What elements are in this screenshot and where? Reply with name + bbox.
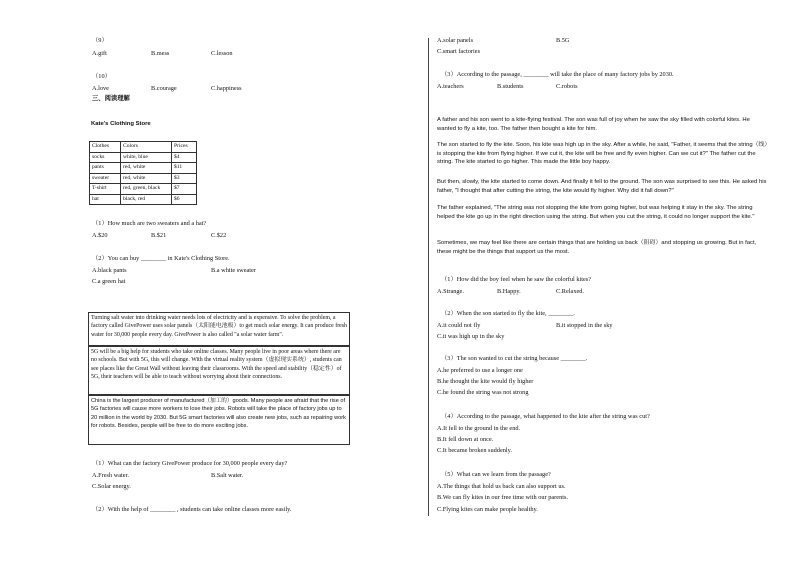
table-cell: $6	[172, 194, 197, 205]
question-b1-option-b[interactable]: B.Salt water.	[211, 472, 244, 479]
table-row	[90, 173, 197, 184]
q10-number: （10）	[92, 73, 111, 80]
question-2-text: （2）You can buy ________ in Kate's Clothing Store.	[92, 255, 230, 262]
question-1-option-a[interactable]: A.$20	[92, 232, 108, 239]
question-3-option-a[interactable]: A.teachers	[437, 83, 464, 90]
kite-question-5-option-b[interactable]: B.We can fly kites in our free time with our parents.	[437, 494, 568, 501]
kite-question-1-option-b[interactable]: B.Happy.	[497, 288, 521, 295]
passage-factories-text: China is the largest producer of manufactured（加工的）goods. Many people are afraid that the rise of 5G factories will cause more workers to lose their jobs. Robots will take the place of factory jobs up to 20 million in the world by 2030. But 5G smart factories will also create new jobs, such as repairing work for robots. Besides, people will be free to do more exciting jobs.	[91, 398, 346, 430]
kite-question-1-option-c[interactable]: C.Relaxed.	[556, 288, 584, 295]
question-1-option-c[interactable]: C.$22	[211, 232, 227, 239]
kite-question-2-option-c[interactable]: C.it was high up in the sky	[437, 333, 505, 340]
question-b1-option-c[interactable]: C.Solar energy.	[92, 483, 131, 490]
table-row	[90, 163, 197, 174]
kite-question-3-option-b[interactable]: B.he thought the kite would fly higher	[437, 378, 534, 385]
price-table	[89, 141, 197, 205]
table-header: Clothes	[90, 142, 121, 153]
q10-option-a[interactable]: A.love	[92, 85, 109, 92]
table-cell: $4	[172, 152, 197, 163]
q9-option-c[interactable]: C.lesson	[211, 50, 233, 57]
question-3-option-b[interactable]: B.students	[497, 83, 524, 90]
table-header-row	[90, 142, 197, 153]
table-cell: pants	[90, 163, 121, 174]
question-2-option-a[interactable]: A.black pants	[92, 267, 127, 274]
q10-option-c[interactable]: C.happiness	[211, 85, 242, 92]
question-2-option-c[interactable]: C.a green hat	[92, 278, 126, 285]
kite-question-1-text: （1）How did the boy feel when he saw the colorful kites?	[441, 276, 592, 283]
table-cell: hat	[90, 194, 121, 205]
question-1-option-b[interactable]: B.$21	[151, 232, 167, 239]
kite-paragraph-3: But then, slowly, the kite started to come down. And finally it fell to the ground. The son was surprised to see this. He asked his father, "I thought that after cutting the string, the kite would fly higher. Why did it fall down?"	[437, 179, 767, 194]
table-header: Colors	[121, 142, 172, 153]
top-option-a[interactable]: A.solar panels	[437, 37, 474, 44]
kite-question-2-text: （2）When the son started to fly the kite, ________.	[441, 310, 575, 317]
kite-question-3-option-a[interactable]: A.he preferred to use a longer one	[437, 367, 523, 374]
kite-question-4-option-a[interactable]: A.It fell to the ground in the end.	[437, 425, 521, 432]
kite-question-4-option-c[interactable]: C.It became broken suddenly.	[437, 447, 512, 454]
question-2-option-b[interactable]: B.a white sweater	[211, 267, 256, 274]
kite-paragraph-1: A father and his son went to a kite-flying festival. The son was full of joy when he saw the sky filled with colorful kites. He wanted to fly a kite, too. The father then bought a kite for him.	[437, 117, 750, 132]
question-1-text: （1）How much are two sweaters and a hat?	[92, 220, 207, 227]
table-cell: black, red	[121, 194, 172, 205]
top-option-c[interactable]: C.smart factories	[437, 48, 481, 55]
passage-box-5g	[88, 346, 350, 395]
table-cell: T-shirt	[90, 184, 121, 195]
top-option-b[interactable]: B.5G	[556, 37, 570, 44]
kite-paragraph-2: The son started to fly the kite. Soon, his kite was high up in the sky. After a while, he said, "Father, it seems that the string（线）is stopping the kite from flying higher. If we cut it, the kite will be free and fly even higher. Can we cut it?" The father cut the string. The kite started to go higher. This made the little boy happy.	[437, 142, 768, 165]
kite-paragraph-4: The father explained, "The string was not stopping the kite from going higher, but was helping it stay in the sky. The string helped the kite go up in the right direction using the string. But when you cut the string, it could no longer support the kite."	[437, 205, 755, 220]
passage-box-solar	[88, 312, 350, 346]
kite-question-5-option-c[interactable]: C.Flying kites can make people healthy.	[437, 506, 538, 513]
table-cell: red, white	[121, 173, 172, 184]
table-cell: sweater	[90, 173, 121, 184]
table-cell: white, blue	[121, 152, 172, 163]
q9-option-b[interactable]: B.mess	[151, 50, 170, 57]
passage-5g-text: 5G will be a big help for students who take online classes. Many people live in poor areas where there are no schools. But with 5G, this will change. With the virtual reality system（虚拟现实系统）, students can see places like the Great Wall without leaving their classrooms. With the speed and stability（稳定性）of 5G, their teachers will be able to teach without worrying about their connections.	[91, 349, 342, 381]
kite-question-5-text: （5）What can we learn from the passage?	[441, 471, 551, 478]
kite-paragraph-5: Sometimes, we may feel like there are certain things that are holding us back（阻碍）and stopping us growing. But in fact, these might be the things that support us the most.	[437, 240, 757, 255]
kite-question-2-option-b[interactable]: B.it stopped in the sky	[556, 322, 613, 329]
kite-question-3-option-c[interactable]: C.he found the string was not strong	[437, 389, 529, 396]
table-row	[90, 194, 197, 205]
table-cell: $3	[172, 173, 197, 184]
table-cell: $11	[172, 163, 197, 174]
q10-option-b[interactable]: B.courage	[151, 85, 177, 92]
question-b1-option-a[interactable]: A.Fresh water.	[92, 472, 129, 479]
kite-question-4-option-b[interactable]: B.It fell down at once.	[437, 436, 494, 443]
table-row	[90, 152, 197, 163]
table-cell: red, white	[121, 163, 172, 174]
section-heading: 三、阅读理解	[92, 95, 130, 102]
question-3-text: （3）According to the passage, ________ will take the place of many factory jobs by 2030.	[441, 71, 674, 78]
column-divider	[428, 38, 429, 516]
table-cell: socks	[90, 152, 121, 163]
passage-box-factories	[88, 395, 350, 445]
kite-question-1-option-a[interactable]: A.Strange.	[437, 288, 464, 295]
kite-question-5-option-a[interactable]: A.The things that hold us back can also support us.	[437, 483, 566, 490]
store-title: Kate's Clothing Store	[91, 121, 151, 127]
table-cell: red, green, black	[121, 184, 172, 195]
kite-question-2-option-a[interactable]: A.it could not fly	[437, 322, 481, 329]
question-b1-text: （1）What can the factory GivePower produce for 30,000 people every day?	[92, 460, 288, 467]
q9-number: （9）	[92, 37, 108, 44]
table-header: Prices	[172, 142, 197, 153]
question-3-option-c[interactable]: C.robots	[556, 83, 578, 90]
question-b2-text: （2）With the help of ________ , students can take online classes more easily.	[92, 506, 292, 513]
kite-question-3-text: （3）The son wanted to cut the string because ________.	[441, 355, 588, 362]
table-cell: $7	[172, 184, 197, 195]
q9-option-a[interactable]: A.gift	[92, 50, 107, 57]
table-row	[90, 184, 197, 195]
passage-solar-text: Turning salt water into drinking water needs lots of electricity and is expensive. To solve the problem, a factory called GivePower uses solar panels（太阳能电池板）to get much solar energy. It can produce fresh water for 30,000 people every day. GivePower is also called "a solar water farm".	[91, 315, 348, 338]
kite-question-4-text: （4）According to the passage, what happened to the kite after the string was cut?	[441, 413, 650, 420]
